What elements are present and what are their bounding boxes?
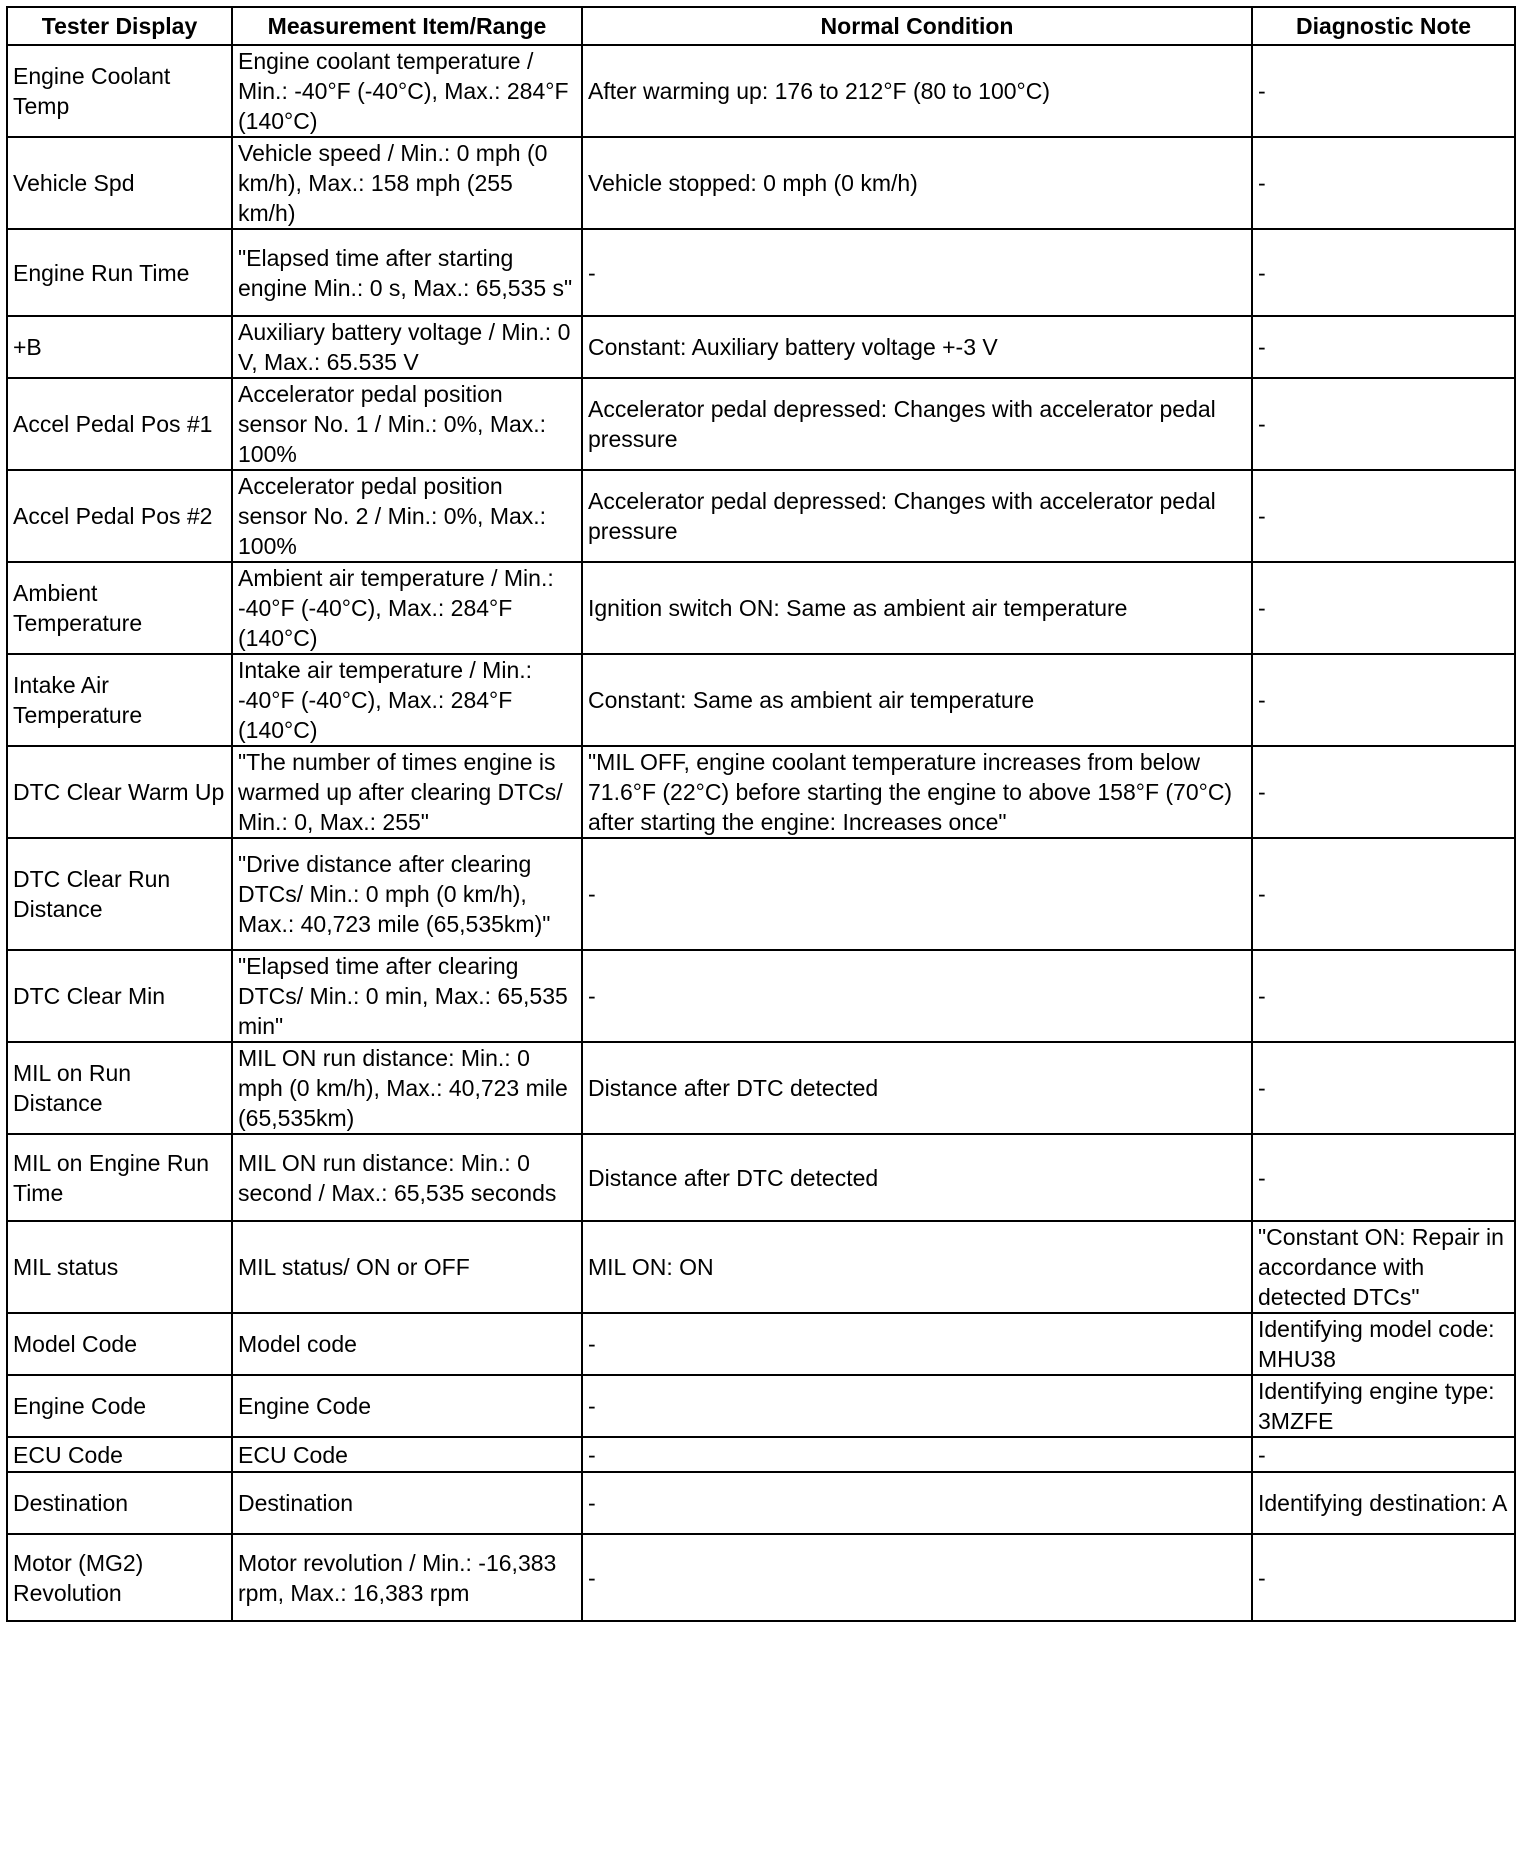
cell-measurement-item: Destination [232, 1472, 582, 1534]
table-row [7, 1221, 1515, 1313]
cell-normal-condition: - [582, 229, 1252, 316]
cell-tester-display: DTC Clear Run Distance [7, 838, 232, 950]
cell-tester-display: +B [7, 316, 232, 378]
cell-measurement-item: Accelerator pedal position sensor No. 1 / Min.: 0%, Max.: 100% [232, 378, 582, 470]
cell-diagnostic-note: - [1252, 1534, 1515, 1621]
cell-normal-condition: Vehicle stopped: 0 mph (0 km/h) [582, 137, 1252, 229]
cell-measurement-item: Accelerator pedal position sensor No. 2 / Min.: 0%, Max.: 100% [232, 470, 582, 562]
cell-normal-condition: - [582, 950, 1252, 1042]
cell-diagnostic-note: - [1252, 470, 1515, 562]
cell-normal-condition: - [582, 1534, 1252, 1621]
header-measurement-item: Measurement Item/Range [232, 7, 582, 45]
cell-tester-display: Motor (MG2) Revolution [7, 1534, 232, 1621]
cell-normal-condition: Distance after DTC detected [582, 1042, 1252, 1134]
table-row [7, 1375, 1515, 1437]
cell-normal-condition: - [582, 1375, 1252, 1437]
cell-diagnostic-note: - [1252, 45, 1515, 137]
table-row [7, 1472, 1515, 1534]
cell-tester-display: Ambient Temperature [7, 562, 232, 654]
table-row [7, 229, 1515, 316]
table-row [7, 1534, 1515, 1621]
cell-tester-display: Accel Pedal Pos #2 [7, 470, 232, 562]
cell-measurement-item: Engine Code [232, 1375, 582, 1437]
table-row [7, 1437, 1515, 1472]
table-row [7, 470, 1515, 562]
table-row [7, 950, 1515, 1042]
cell-tester-display: MIL status [7, 1221, 232, 1313]
table-row [7, 316, 1515, 378]
cell-tester-display: Intake Air Temperature [7, 654, 232, 746]
cell-measurement-item: "The number of times engine is warmed up after clearing DTCs/ Min.: 0, Max.: 255" [232, 746, 582, 838]
cell-diagnostic-note: - [1252, 229, 1515, 316]
cell-diagnostic-note: Identifying model code: MHU38 [1252, 1313, 1515, 1375]
cell-diagnostic-note: - [1252, 838, 1515, 950]
cell-measurement-item: MIL ON run distance: Min.: 0 second / Max.: 65,535 seconds [232, 1134, 582, 1221]
cell-normal-condition: Distance after DTC detected [582, 1134, 1252, 1221]
cell-tester-display: Engine Coolant Temp [7, 45, 232, 137]
cell-measurement-item: Ambient air temperature / Min.: -40°F (-40°C), Max.: 284°F (140°C) [232, 562, 582, 654]
cell-tester-display: Vehicle Spd [7, 137, 232, 229]
cell-normal-condition: Accelerator pedal depressed: Changes with accelerator pedal pressure [582, 378, 1252, 470]
data-list-table [6, 6, 1516, 1622]
cell-normal-condition: - [582, 1437, 1252, 1472]
cell-tester-display: ECU Code [7, 1437, 232, 1472]
cell-tester-display: Engine Code [7, 1375, 232, 1437]
cell-diagnostic-note: - [1252, 378, 1515, 470]
cell-measurement-item: Intake air temperature / Min.: -40°F (-40°C), Max.: 284°F (140°C) [232, 654, 582, 746]
cell-normal-condition: Ignition switch ON: Same as ambient air temperature [582, 562, 1252, 654]
cell-measurement-item: Model code [232, 1313, 582, 1375]
cell-measurement-item: Auxiliary battery voltage / Min.: 0 V, Max.: 65.535 V [232, 316, 582, 378]
cell-diagnostic-note: - [1252, 746, 1515, 838]
table-row [7, 1313, 1515, 1375]
cell-tester-display: Model Code [7, 1313, 232, 1375]
cell-tester-display: Accel Pedal Pos #1 [7, 378, 232, 470]
cell-measurement-item: Motor revolution / Min.: -16,383 rpm, Max.: 16,383 rpm [232, 1534, 582, 1621]
cell-tester-display: MIL on Engine Run Time [7, 1134, 232, 1221]
table-row [7, 1134, 1515, 1221]
table-row [7, 378, 1515, 470]
table-row [7, 45, 1515, 137]
cell-measurement-item: "Elapsed time after starting engine Min.: 0 s, Max.: 65,535 s" [232, 229, 582, 316]
cell-diagnostic-note: Identifying engine type: 3MZFE [1252, 1375, 1515, 1437]
cell-normal-condition: Constant: Same as ambient air temperature [582, 654, 1252, 746]
cell-normal-condition: - [582, 1472, 1252, 1534]
table-row [7, 562, 1515, 654]
cell-diagnostic-note: - [1252, 562, 1515, 654]
table-row [7, 654, 1515, 746]
cell-diagnostic-note: - [1252, 137, 1515, 229]
cell-tester-display: MIL on Run Distance [7, 1042, 232, 1134]
header-diagnostic-note: Diagnostic Note [1252, 7, 1515, 45]
cell-normal-condition: - [582, 838, 1252, 950]
header-normal-condition: Normal Condition [582, 7, 1252, 45]
cell-diagnostic-note: "Constant ON: Repair in accordance with detected DTCs" [1252, 1221, 1515, 1313]
table-row [7, 1042, 1515, 1134]
cell-diagnostic-note: - [1252, 1437, 1515, 1472]
cell-measurement-item: ECU Code [232, 1437, 582, 1472]
header-row [7, 7, 1515, 45]
table-header [7, 7, 1515, 45]
cell-diagnostic-note: - [1252, 1134, 1515, 1221]
cell-tester-display: Engine Run Time [7, 229, 232, 316]
table-row [7, 746, 1515, 838]
cell-diagnostic-note: - [1252, 316, 1515, 378]
table-body [7, 45, 1515, 1621]
cell-tester-display: Destination [7, 1472, 232, 1534]
cell-measurement-item: MIL ON run distance: Min.: 0 mph (0 km/h), Max.: 40,723 mile (65,535km) [232, 1042, 582, 1134]
cell-tester-display: DTC Clear Warm Up [7, 746, 232, 838]
cell-measurement-item: "Elapsed time after clearing DTCs/ Min.: 0 min, Max.: 65,535 min" [232, 950, 582, 1042]
table-row [7, 137, 1515, 229]
cell-normal-condition: Constant: Auxiliary battery voltage +-3 V [582, 316, 1252, 378]
cell-diagnostic-note: - [1252, 950, 1515, 1042]
cell-diagnostic-note: Identifying destination: A [1252, 1472, 1515, 1534]
cell-measurement-item: Vehicle speed / Min.: 0 mph (0 km/h), Max.: 158 mph (255 km/h) [232, 137, 582, 229]
table-row [7, 838, 1515, 950]
header-tester-display: Tester Display [7, 7, 232, 45]
cell-tester-display: DTC Clear Min [7, 950, 232, 1042]
cell-normal-condition: - [582, 1313, 1252, 1375]
cell-normal-condition: Accelerator pedal depressed: Changes with accelerator pedal pressure [582, 470, 1252, 562]
cell-diagnostic-note: - [1252, 654, 1515, 746]
cell-normal-condition: "MIL OFF, engine coolant temperature increases from below 71.6°F (22°C) before starting the engine to above 158°F (70°C) after starting the engine: Increases once" [582, 746, 1252, 838]
cell-normal-condition: MIL ON: ON [582, 1221, 1252, 1313]
cell-measurement-item: "Drive distance after clearing DTCs/ Min.: 0 mph (0 km/h), Max.: 40,723 mile (65,535km)" [232, 838, 582, 950]
cell-normal-condition: After warming up: 176 to 212°F (80 to 100°C) [582, 45, 1252, 137]
cell-measurement-item: MIL status/ ON or OFF [232, 1221, 582, 1313]
cell-measurement-item: Engine coolant temperature / Min.: -40°F (-40°C), Max.: 284°F (140°C) [232, 45, 582, 137]
cell-diagnostic-note: - [1252, 1042, 1515, 1134]
